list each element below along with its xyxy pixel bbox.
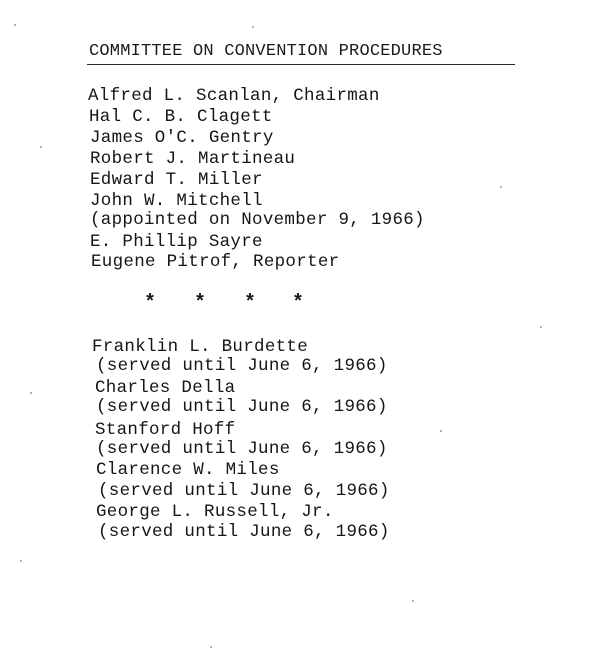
- member-line: Alfred L. Scanlan, Chairman: [88, 86, 380, 106]
- former-member-service: (served until June 6, 1966): [98, 481, 390, 501]
- member-line: Hal C. B. Clagett: [89, 107, 273, 127]
- title-underline: [87, 64, 515, 65]
- member-note: (appointed on November 9, 1966): [90, 210, 425, 230]
- former-member-name: Stanford Hoff: [95, 420, 236, 440]
- scan-speck: [30, 392, 32, 394]
- separator-asterisk: *: [144, 292, 157, 315]
- scan-speck: [210, 646, 212, 648]
- separator-asterisk: *: [244, 292, 257, 315]
- member-line: James O'C. Gentry: [90, 128, 274, 148]
- member-line: John W. Mitchell: [90, 191, 263, 211]
- separator-asterisk: *: [292, 292, 305, 315]
- member-line: Robert J. Martineau: [90, 149, 296, 169]
- former-member-service: (served until June 6, 1966): [96, 356, 388, 376]
- scan-speck: [20, 560, 22, 562]
- separator-asterisk: *: [194, 292, 207, 315]
- former-member-name: Franklin L. Burdette: [92, 337, 309, 357]
- former-member-service: (served until June 6, 1966): [96, 397, 388, 417]
- scan-speck: [540, 326, 542, 328]
- scan-speck: [252, 26, 254, 28]
- former-member-name: Clarence W. Miles: [96, 460, 280, 480]
- scan-speck: [40, 146, 42, 148]
- member-line: E. Phillip Sayre: [90, 232, 263, 252]
- former-member-name: Charles Della: [95, 378, 236, 398]
- scan-speck: [412, 600, 414, 602]
- committee-title: COMMITTEE ON CONVENTION PROCEDURES: [89, 42, 443, 61]
- former-member-service: (served until June 6, 1966): [98, 522, 390, 542]
- member-line: Edward T. Miller: [90, 170, 263, 190]
- scan-speck: [500, 186, 502, 188]
- section-separator: [140, 292, 320, 315]
- former-member-service: (served until June 6, 1966): [96, 439, 388, 459]
- scan-speck: [14, 24, 16, 26]
- scan-speck: [440, 430, 442, 432]
- member-line: Eugene Pitrof, Reporter: [91, 252, 340, 272]
- former-member-name: George L. Russell, Jr.: [96, 502, 334, 522]
